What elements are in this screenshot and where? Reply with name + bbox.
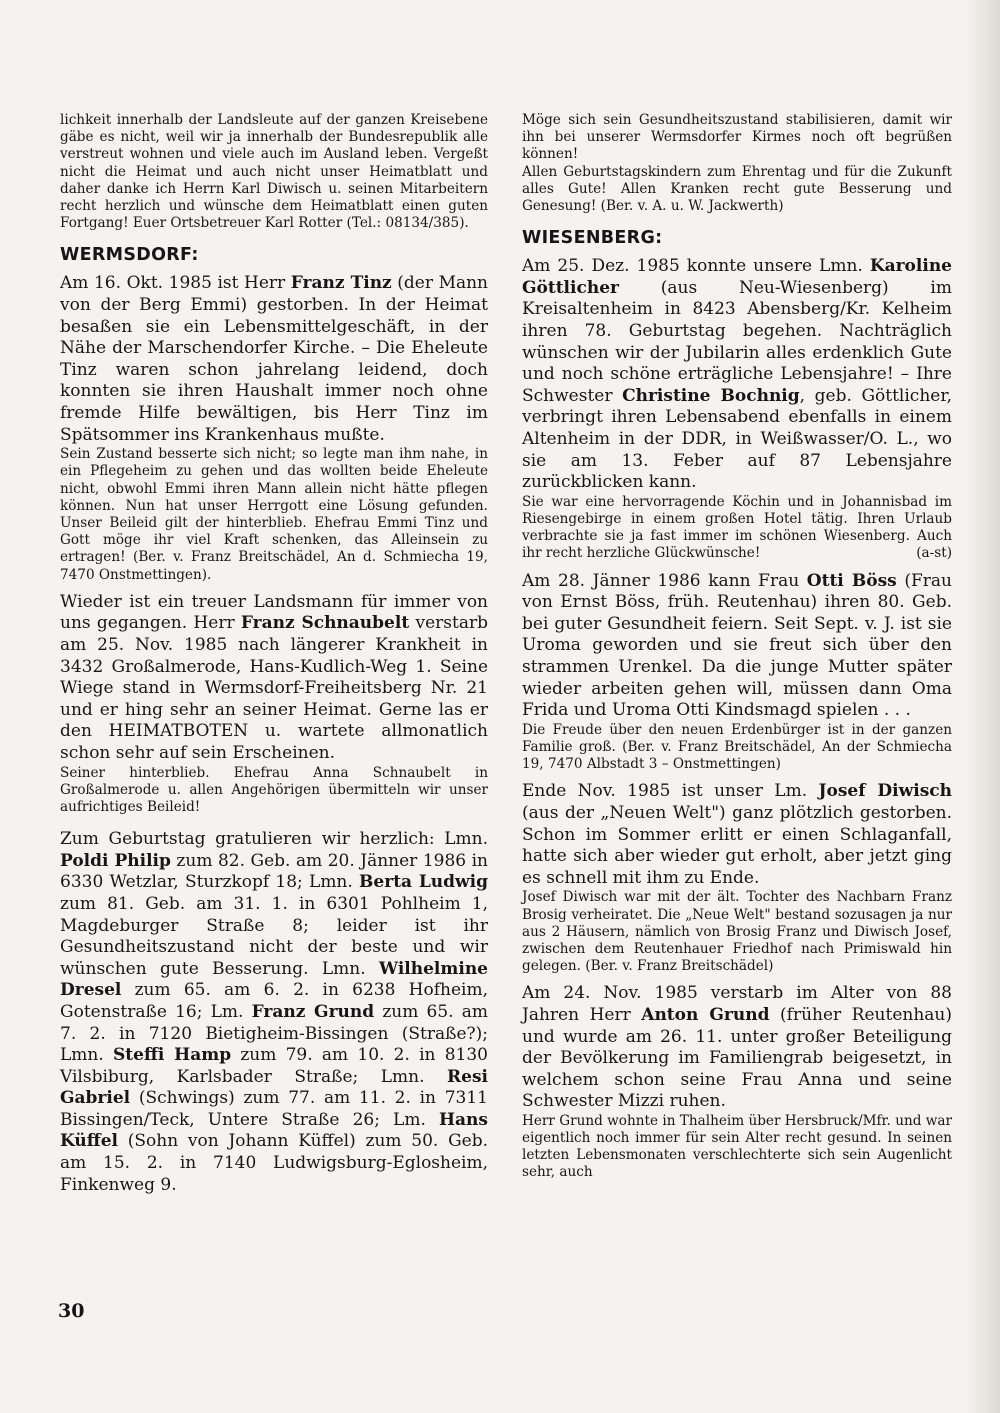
obituary-tinz-detail: Sein Zustand besserte sich nicht; so legte man ihm nahe, in ein Pflegeheim zu gehen und das wollten beide Eheleute nicht, obwohl Emmi ihren Mann allein nicht hätte pflegen können. Nun hat unser Herrgott eine Lösung gefunden. Unser Beileid gilt der hinterblieb. Ehefrau Emmi Tinz und Gott möge ihr viel Kraft schenken, das Alleinsein zu ertragen! (Ber. v. Franz Breitschädel, An d. Schmiecha 19, 7470 Onstmettingen). bbox=[60, 446, 488, 583]
birthday-goettlicher-detail: Sie war eine hervorragende Köchin und in Johannisbad im Riesengebirge in einem großen Hotel tätig. Ihren Urlaub verbrachte sie ja fast immer im schönen Wiesenberg. Auch ihr recht herzliche Glückwünsche! (a-st) bbox=[522, 493, 952, 562]
obituary-tinz: Am 16. Okt. 1985 ist Herr Franz Tinz (der Mann von der Berg Emmi) gestorben. In der Heimat besaßen sie ein Lebensmittelgeschäft, in der Nähe der Marschendorfer Kirche. – Die Eheleute Tinz waren schon jahrelang leidend, doch konnten sie ihren Haushalt immer noch ohne fremde Hilfe bewältigen, bis Herr Tinz im Spätsommer ins Krankenhaus mußte. bbox=[60, 273, 489, 445]
obituary-schnaubelt: Wieder ist ein treuer Landsmann für immer von uns gegangen. Herr Franz Schnaubelt verstarb am 25. Nov. 1985 nach längerer Krankheit in 3432 Großalmerode, Hans-Kudlich-Weg 1. Seine Wiege stand in Wermsdorf-Freiheitsberg Nr. 21 und er hing sehr an seiner Heimat. Gerne las er den HEIMATBOTEN u. wartete allmonatlich schon sehr auf sein Erscheinen. bbox=[60, 591, 488, 763]
name-anton-grund: Anton Grund bbox=[641, 1004, 770, 1025]
wish-paragraph: Möge sich sein Gesundheitszustand stabilisieren, damit wir ihn bei unserer Wermsdorfer Kirmes noch oft begrüßen können! bbox=[522, 112, 952, 163]
birthday-boess: Am 28. Jänner 1986 kann Frau Otti Böss (Frau von Ernst Böss, früh. Reutenhau) ihren 80. Geb. bei guter Gesundheit feiern. Seit Sept. v. J. ist sie Uroma geworden und sie freut sich über den strammen Urenkel. Da die junge Mutter später wieder arbeiten gehen will, müssen dann Oma Frida und Uroma Otti Kindsmagd spielen . . . bbox=[522, 570, 952, 721]
name-josef-diwisch: Josef Diwisch bbox=[818, 781, 953, 802]
name-otti-boess: Otti Böss bbox=[806, 570, 897, 591]
birthday-wishes-paragraph: Allen Geburtstagskindern zum Ehrentag und für die Zukunft alles Gute! Allen Kranken recht gute Besserung und Genesung! (Ber. v. A. u. W. Jackwerth) bbox=[522, 163, 952, 215]
page-number: 30 bbox=[58, 1300, 85, 1322]
left-column bbox=[60, 112, 488, 1196]
obituary-grund-detail: Herr Grund wohnte in Thalheim über Hersbruck/Mfr. und war eigentlich noch immer für sein Alter recht gesund. In seinen letzten Lebensmonaten verschlechterte sich sein Augenlicht sehr, auch bbox=[522, 1112, 952, 1181]
right-column bbox=[522, 112, 952, 1182]
closing-paragraph-rotter: lichkeit innerhalb der Landsleute auf der ganzen Kreisebene gäbe es nicht, weil wir ja innerhalb der Bundesrepublik alle verstreut wohnen und viele auch im Ausland leben. Vergeßt nicht die Heimat und auch nicht unser Heimatblatt und daher danke ich Herrn Karl Diwisch u. seinen Mitarbeitern recht herzlich und wünsche dem Heimatblatt einen guten Fortgang! Euer Ortsbetreuer Karl Rotter (Tel.: 08134/385). bbox=[60, 112, 488, 232]
name-franz-tinz: Franz Tinz bbox=[290, 273, 392, 294]
section-heading-wiesenberg: WIESENBERG: bbox=[522, 228, 663, 249]
obituary-schnaubelt-detail: Seiner hinterblieb. Ehefrau Anna Schnaubelt in Großalmerode u. allen Angehörigen übermitteln wir unser aufrichtiges Beileid! bbox=[60, 764, 488, 815]
name-christine-bochnig: Christine Bochnig bbox=[622, 385, 800, 406]
birthday-goettlicher: Am 25. Dez. 1985 konnte unsere Lmn. Karoline Göttlicher (aus Neu-Wiesenberg) im Kreisaltenheim in 8423 Abensberg/Kr. Kelheim ihren 78. Geburtstag begehen. Nachträglich wünschen wir der Jubilarin alles erdenklich Gute und noch schöne erträgliche Lebensjahre! – Ihre Schwester Christine Bochnig, geb. Göttlicher, verbringt ihren Lebensabend ebenfalls in einem Altenheim in der DDR, in Weißwasser/O. L., wo sie am 13. Feber auf 87 Lebensjahre zurückblicken kann. bbox=[522, 256, 953, 493]
obituary-diwisch: Ende Nov. 1985 ist unser Lm. Josef Diwisch (aus der „Neuen Welt") ganz plötzlich gestorben. Schon im Sommer erlitt er einen Schlaganfall, hatte sich aber wieder gut erholt, aber jetzt ging es schnell mit ihm zu Ende. bbox=[522, 781, 953, 888]
section-heading-wermsdorf: WERMSDORF: bbox=[60, 245, 199, 266]
name-franz-schnaubelt: Franz Schnaubelt bbox=[240, 613, 410, 634]
birthday-boess-detail: Die Freude über den neuen Erdenbürger ist in der ganzen Familie groß. (Ber. v. Franz Breitschädel, An der Schmiecha 19, 7470 Albstadt 3 – Onstmettingen) bbox=[522, 721, 952, 773]
page-edge-shadow bbox=[966, 0, 1000, 1413]
name-karoline-goettlicher: Karoline Göttlicher bbox=[522, 256, 952, 298]
birthday-list: Zum Geburtstag gratulieren wir herzlich: Lmn. Poldi Philip zum 82. Geb. am 20. Jänner 1986 in 6330 Wetzlar, Sturzkopf 18; Lmn. Berta Ludwig zum 81. Geb. am 31. 1. in 6301 Pohlheim 1, Magdeburger Straße 8; leider ist ihr Gesundheitszustand nicht der beste und wir wünschen gute Besserung. Lmn. Wilhelmine Dresel zum 65. am 6. 2. in 6238 Hofheim, Gotenstraße 16; Lm. Franz Grund zum 65. am 7. 2. in 7120 Bietigheim-Bissingen (Straße?); Lmn. Steffi Hamp zum 79. am 10. 2. in 8130 Vilsbiburg, Karlsbader Straße; Lmn. Resi Gabriel (Schwings) zum 77. am 11. 2. in 7311 Bissingen/Teck, Untere Straße 26; Lm. Hans Küffel (Sohn von Johann Küffel) zum 50. Geb. am 15. 2. in 7140 Ludwigsburg-Eglosheim, Finkenweg 9. bbox=[60, 829, 489, 1195]
obituary-diwisch-detail: Josef Diwisch war mit der ält. Tochter des Nachbarn Franz Brosig verheiratet. Die „Neue Welt" bestand sozusagen ja nur aus 2 Häusern, nämlich von Brosig Franz und Diwisch Josef, zwischen dem Reutenhauer Friedhof nach Primiswald hin gelegen. (Ber. v. Franz Breitschädel) bbox=[522, 889, 952, 975]
author-sign: (a-st) bbox=[916, 545, 952, 562]
obituary-grund: Am 24. Nov. 1985 verstarb im Alter von 88 Jahren Herr Anton Grund (früher Reutenhau) und wurde am 26. 11. unter großer Beteiligung der Bevölkerung im Familiengrab beigesetzt, in welchem schon seine Frau Anna und seine Schwester Mizzi ruhen. bbox=[522, 983, 952, 1112]
